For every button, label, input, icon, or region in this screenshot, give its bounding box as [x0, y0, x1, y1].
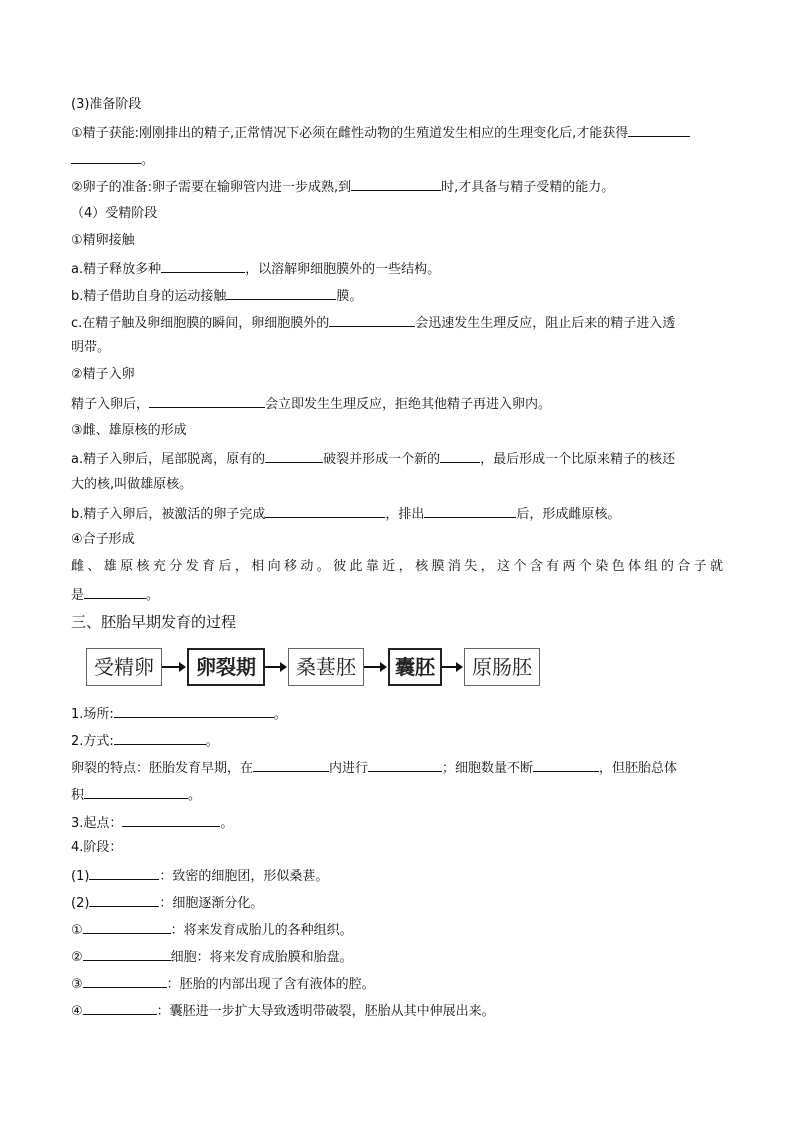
prep-line1-cont: 。 — [71, 151, 154, 169]
flow-gastrula: 原肠胚 — [464, 648, 540, 686]
arrow-icon — [162, 666, 184, 668]
answer-blank[interactable] — [83, 921, 171, 934]
answer-blank[interactable] — [351, 178, 441, 191]
answer-blank[interactable] — [329, 314, 415, 327]
contact-c-cont: 明带。 — [71, 340, 111, 355]
answer-blank[interactable] — [114, 705, 274, 718]
contact-b: b.精子借助自身的运动接触 膜。 — [71, 289, 363, 304]
answer-blank[interactable] — [533, 759, 599, 772]
answer-blank[interactable] — [265, 505, 385, 518]
pronucleus-a-cont: 大的核,叫做雄原核。 — [71, 477, 193, 492]
answer-blank[interactable] — [71, 151, 141, 164]
pronucleus-title: ③雌、雄原核的形成 — [71, 423, 187, 438]
answer-blank[interactable] — [83, 1002, 157, 1015]
answer-blank[interactable] — [84, 786, 188, 799]
arrow-icon — [364, 666, 385, 668]
answer-blank[interactable] — [440, 450, 480, 463]
flow-blastocyst: 囊胚 — [388, 648, 442, 686]
answer-blank[interactable] — [83, 975, 167, 988]
answer-blank[interactable] — [226, 287, 336, 300]
q2: 2.方式: 。 — [71, 734, 219, 749]
pronucleus-a: a.精子入卵后，尾部脱离，原有的 破裂并形成一个新的 ，最后形成一个比原来精子的核还 — [71, 452, 676, 467]
cleavage-features: 卵裂的特点：胚胎发育早期，在 内进行 ；细胞数量不断 ，但胚胎总体 — [71, 761, 678, 776]
stage-item-4: ④ ：囊胚进一步扩大导致透明带破裂，胚胎从其中伸展出来。 — [71, 1004, 495, 1019]
flow-morula: 桑葚胚 — [288, 648, 364, 686]
answer-blank[interactable] — [114, 732, 206, 745]
answer-blank[interactable] — [84, 586, 146, 599]
stage-2: (2) ：细胞逐渐分化。 — [71, 896, 264, 911]
prep-title: (3)准备阶段 — [71, 97, 142, 112]
contact-title: ①精卵接触 — [71, 233, 135, 248]
stage-item-1: ① ：将来发育成胎儿的各种组织。 — [71, 923, 353, 938]
answer-blank[interactable] — [122, 814, 220, 827]
answer-blank[interactable] — [89, 867, 159, 880]
stage-item-2: ② 细胞：将来发育成胎膜和胎盘。 — [71, 950, 353, 965]
q3: 3.起点： 。 — [71, 816, 234, 831]
answer-blank[interactable] — [253, 759, 329, 772]
section-heading: 三、胚胎早期发育的过程 — [71, 613, 237, 631]
answer-blank[interactable] — [83, 948, 171, 961]
answer-blank[interactable] — [424, 505, 516, 518]
answer-blank[interactable] — [628, 124, 690, 137]
stage-item-3: ③ ：胚胎的内部出现了含有液体的腔。 — [71, 977, 375, 992]
entry-title: ②精子入卵 — [71, 367, 135, 382]
answer-blank[interactable] — [265, 450, 323, 463]
arrow-icon — [265, 666, 285, 668]
q1: 1.场所: 。 — [71, 707, 287, 722]
contact-c: c.在精子触及卵细胞膜的瞬间，卵细胞膜外的 会迅速发生生理反应，阻止后来的精子进入透 — [71, 316, 676, 331]
answer-blank[interactable] — [89, 894, 159, 907]
stage-1: (1) ：致密的细胞团，形似桑葚。 — [71, 869, 329, 884]
zygote-title: ④合子形成 — [71, 532, 135, 547]
fert-title: （4）受精阶段 — [71, 206, 158, 221]
prep-line2: ②卵子的准备:卵子需要在输卵管内进一步成熟,到 时,才具备与精子受精的能力。 — [71, 180, 615, 195]
flow-fertilized-egg: 受精卵 — [86, 648, 162, 686]
entry-line: 精子入卵后， 会立即发生生理反应，拒绝其他精子再进入卵内。 — [71, 397, 552, 412]
answer-blank[interactable] — [149, 395, 265, 408]
prep-line1: ①精子获能:刚刚排出的精子,正常情况下必须在雌性动物的生殖道发生相应的生理变化后,才能获得 — [71, 124, 690, 142]
arrow-icon — [442, 666, 461, 668]
cleavage-features-cont: 积 。 — [71, 788, 202, 803]
zygote-line1: 雌、雄原核充分发育后，相向移动。彼此靠近，核膜消失，这个含有两个染色体组的合子就 — [71, 559, 723, 574]
answer-blank[interactable] — [161, 260, 245, 273]
pronucleus-b: b.精子入卵后，被激活的卵子完成 ，排出 后，形成雌原核。 — [71, 507, 621, 522]
answer-blank[interactable] — [368, 759, 442, 772]
zygote-line2: 是 。 — [71, 588, 160, 603]
contact-a: a.精子释放多种 ，以溶解卵细胞膜外的一些结构。 — [71, 262, 441, 277]
q4: 4.阶段： — [71, 840, 123, 855]
development-flow — [86, 648, 546, 686]
flow-cleavage: 卵裂期 — [187, 648, 265, 686]
